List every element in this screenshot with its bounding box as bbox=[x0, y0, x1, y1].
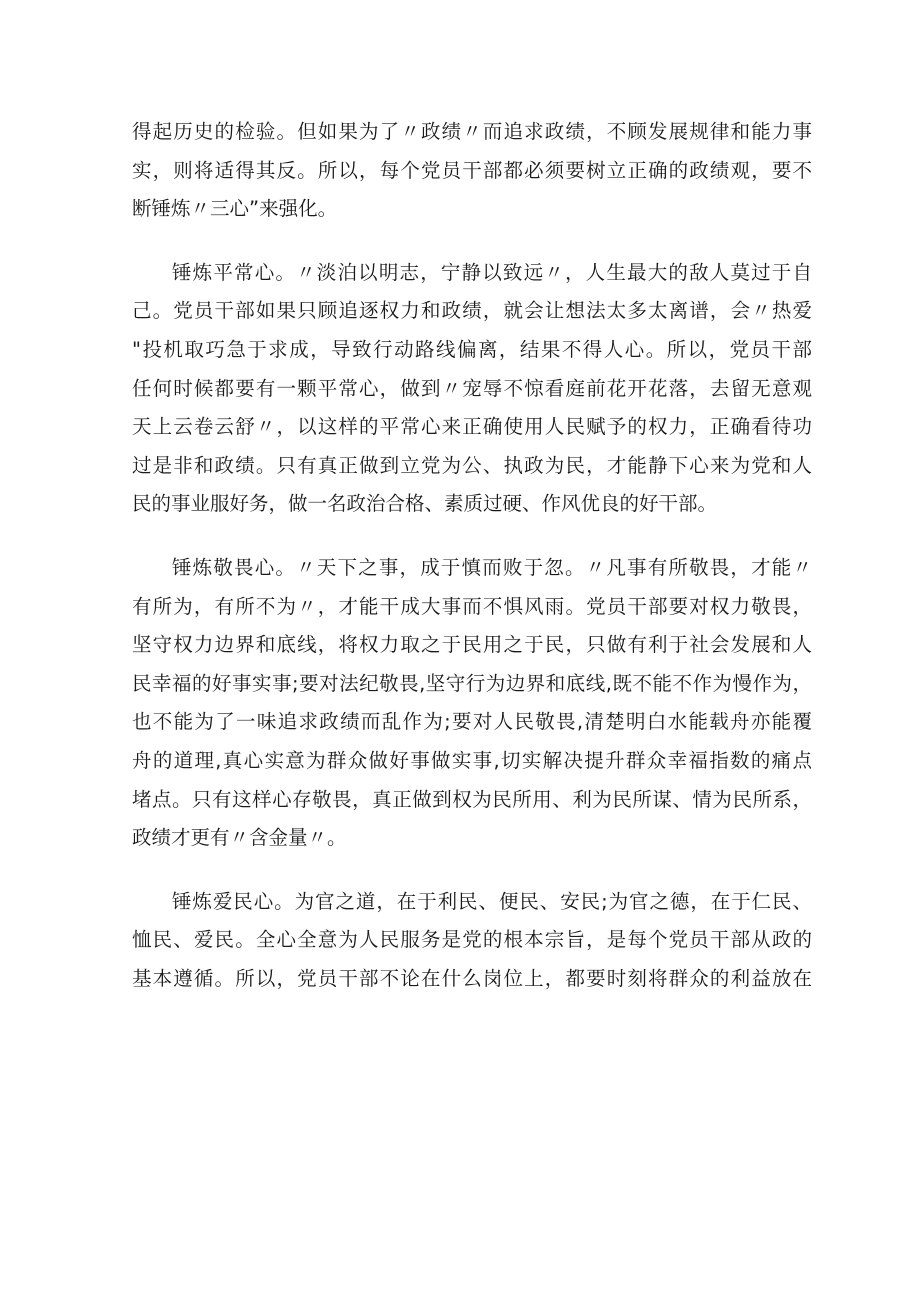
text-line: 基本遵循。所以，党员干部不论在什么岗位上，都要时刻将群众的利益放在 bbox=[132, 966, 812, 990]
text-line: 政绩才更有〃含金量〃。 bbox=[132, 826, 347, 850]
text-line: 得起历史的检验。但如果为了〃政绩〃而追求政绩，不顾发展规律和能力事 bbox=[132, 120, 812, 143]
text-line: 也不能为了一味追求政绩而乱作为;要对人民敬畏,清楚明白水能载舟亦能覆 bbox=[132, 710, 812, 734]
paragraph-1 bbox=[132, 113, 812, 229]
paragraph-3 bbox=[132, 549, 812, 858]
text-line: 锤炼爱民心。为官之道，在于利民、便民、安民;为官之德，在于仁民、 bbox=[172, 889, 812, 913]
text-line: 有所为，有所不为〃，才能干成大事而不惧风雨。党员干部要对权力敬畏， bbox=[132, 594, 812, 618]
text-line: 天上云卷云舒〃，以这样的平常心来正确使用人民赋予的权力，正确看待功 bbox=[132, 415, 812, 439]
text-line: 任何时候都要有一颗平常心，做到〃宠辱不惊看庭前花开花落，去留无意观 bbox=[132, 376, 812, 400]
paragraph-2 bbox=[132, 254, 812, 524]
text-line: "投机取巧急于求成，导致行动路线偏离，结果不得人心。所以，党员干部 bbox=[132, 337, 812, 361]
text-line: 实，则将适得其反。所以，每个党员干部都必须要树立正确的政绩观，要不 bbox=[132, 158, 812, 182]
text-line: 恤民、爱民。全心全意为人民服务是党的根本宗旨，是每个党员干部从政的 bbox=[132, 928, 812, 952]
text-line: 过是非和政绩。只有真正做到立党为公、执政为民，才能静下心来为党和人 bbox=[132, 453, 812, 477]
text-line: 断锤炼〃三心”来强化。 bbox=[132, 197, 338, 221]
document-body bbox=[132, 113, 812, 998]
text-line: 舟的道理,真心实意为群众做好事做实事,切实解决提升群众幸福指数的痛点 bbox=[132, 748, 812, 772]
text-line: 民的事业服好务，做一名政治合格、素质过硬、作风优良的好干部。 bbox=[132, 492, 718, 516]
text-line: 锤炼敬畏心。〃天下之事，成于慎而败于忽。〃凡事有所敬畏，才能〃 bbox=[172, 555, 812, 579]
text-line: 堵点。只有这样心存敬畏，真正做到权为民所用、利为民所谋、情为民所系， bbox=[132, 787, 812, 811]
text-line: 坚守权力边界和底线，将权力取之于民用之于民，只做有利于社会发展和人 bbox=[132, 633, 812, 657]
text-line: 锤炼平常心。〃淡泊以明志，宁静以致远〃，人生最大的敌人莫过于自 bbox=[172, 260, 812, 284]
text-line: 民幸福的好事实事;要对法纪敬畏,坚守行为边界和底线,既不能不作为慢作为， bbox=[132, 671, 812, 695]
paragraph-4 bbox=[132, 883, 812, 999]
text-line: 己。党员干部如果只顾追逐权力和政绩，就会让想法太多太离谱，会〃热爱 bbox=[132, 299, 812, 323]
